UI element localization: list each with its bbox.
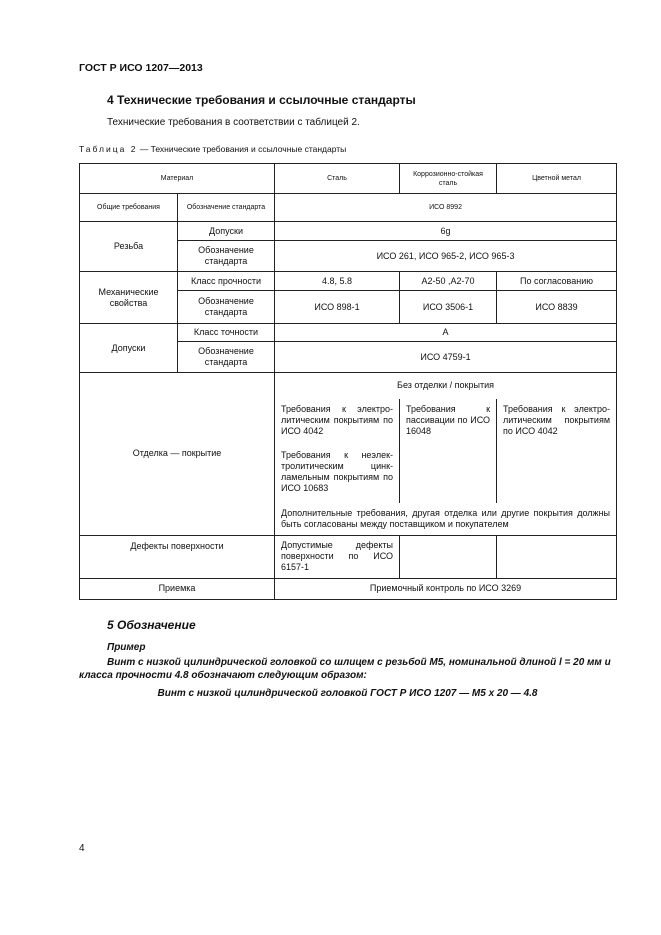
thread-standard-label: Обозначение стандарта (178, 241, 275, 272)
header-stainless: Коррозионно-стойкая сталь (400, 164, 497, 194)
general-standard: ИСО 8992 (275, 194, 617, 222)
header-material: Материал (80, 164, 275, 194)
surface-defects-steel: Допустимые дефекты поверхности по ИСО 6157-1 (275, 535, 400, 578)
requirements-table (79, 163, 617, 600)
table-caption-text: — Технические требования и ссылочные стандарты (137, 144, 347, 154)
surface-defects-label: Дефекты поверхности (80, 535, 275, 578)
mechanical-standard-nonferrous: ИСО 8839 (497, 291, 617, 324)
finish-no-finish: Без отделки / покрытия (275, 373, 617, 399)
tolerances-standard-label: Обозначение стандарта (178, 342, 275, 373)
table-row-thread-tolerance (80, 222, 617, 241)
finish-steel-electro: Требования к электро-литическим покрытиям по ИСО 4042 (275, 399, 400, 445)
designation-label: Обозначение стандарта (178, 194, 275, 222)
strength-class-stainless: А2-50 ,А2-70 (400, 272, 497, 291)
tolerances-standard-value: ИСО 4759-1 (275, 342, 617, 373)
table-row-acceptance (80, 578, 617, 599)
mechanical-label: Механические свойства (80, 272, 178, 324)
tolerances-label: Допуски (80, 324, 178, 373)
thread-tolerance-value: 6g (275, 222, 617, 241)
document-code: ГОСТ Р ИСО 1207—2013 (79, 62, 203, 74)
page-number: 4 (79, 843, 85, 854)
thread-standard-value: ИСО 261, ИСО 965-2, ИСО 965-3 (275, 241, 617, 272)
thread-label: Резьба (80, 222, 178, 272)
finish-label: Отделка — покрытие (80, 373, 275, 536)
thread-tolerance-label: Допуски (178, 222, 275, 241)
table-caption-label: Таблица 2 (79, 144, 138, 154)
table-row-strength-class (80, 272, 617, 291)
general-requirements-label: Общие требования (80, 194, 178, 222)
table-caption (79, 144, 346, 154)
acceptance-value: Приемочный контроль по ИСО 3269 (275, 578, 617, 599)
example-text: Винт с низкой цилиндрической головкой со шлицем с резьбой М5, номинальной длиной l = 20 мм и класса прочности 4.8 обозначают следующим образом: (79, 657, 611, 681)
section-4-intro: Технические требования в соответствии с таблицей 2. (107, 117, 360, 128)
surface-defects-stainless (400, 535, 497, 578)
table-row-general (80, 194, 617, 222)
strength-class-label: Класс прочности (178, 272, 275, 291)
table-row-surface-defects (80, 535, 617, 578)
table-header-row (80, 164, 617, 194)
acceptance-label: Приемка (80, 578, 275, 599)
accuracy-class-value: А (275, 324, 617, 342)
accuracy-class-label: Класс точности (178, 324, 275, 342)
header-nonferrous: Цветной метал (497, 164, 617, 194)
section-4-title: 4 Технические требования и ссылочные стандарты (107, 93, 416, 107)
mechanical-standard-stainless: ИСО 3506-1 (400, 291, 497, 324)
table-row-accuracy-class (80, 324, 617, 342)
finish-steel-nonelectro: Требования к неэлек-тролитическим цинк-ламельным покрытиям по ИСО 10683 (275, 445, 400, 503)
strength-class-nonferrous: По согласованию (497, 272, 617, 291)
finish-stainless: Требования к пассивации по ИСО 16048 (400, 399, 497, 503)
section-5-title: 5 Обозначение (107, 618, 196, 632)
table-row-finish-top (80, 373, 617, 399)
mechanical-standard-steel: ИСО 898-1 (275, 291, 400, 324)
strength-class-steel: 4.8, 5.8 (275, 272, 400, 291)
finish-nonferrous: Требования к электро-литическим покрытиям по ИСО 4042 (497, 399, 617, 503)
header-steel: Сталь (275, 164, 400, 194)
mechanical-standard-label: Обозначение стандарта (178, 291, 275, 324)
example-label: Пример (107, 642, 146, 653)
finish-additional: Дополнительные требования, другая отделка или другие покрытия должны быть согласованы между поставщиком и покупателем (275, 503, 617, 536)
example-designation: Винт с низкой цилиндрической головкой ГОСТ Р ИСО 1207 — М5 х 20 — 4.8 (157, 688, 538, 699)
surface-defects-nonferrous (497, 535, 617, 578)
